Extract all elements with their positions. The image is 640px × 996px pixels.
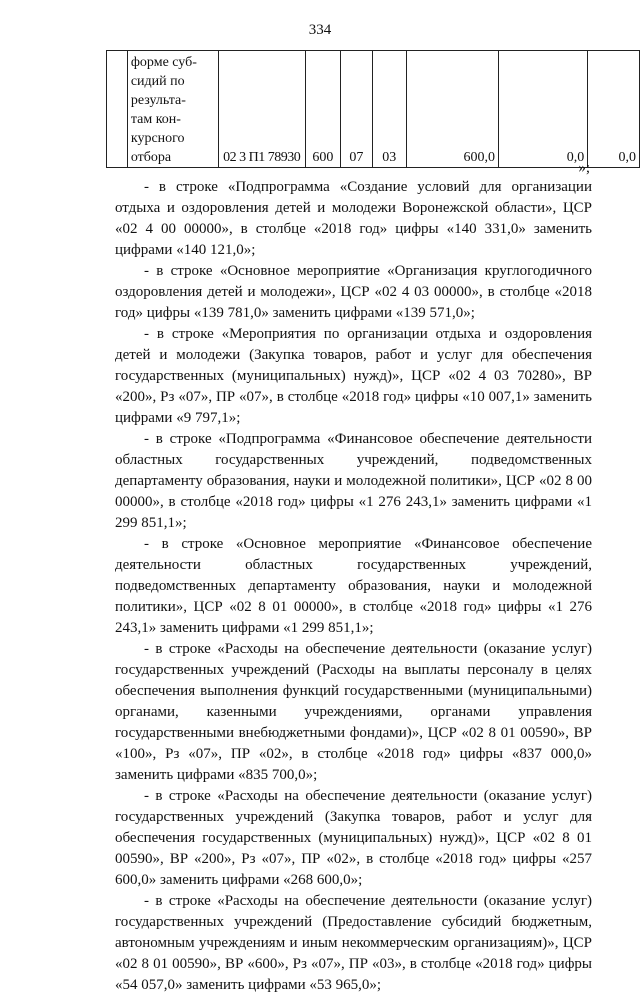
- name-line: сидий по: [130, 74, 185, 89]
- table-close-quote: »;: [578, 160, 590, 176]
- table-row: [107, 51, 640, 168]
- name-line: форме суб-: [130, 55, 197, 70]
- table-cell-rz: 07: [340, 51, 372, 168]
- name-line: отбора: [130, 150, 172, 165]
- table-cell-2018: 600,0: [406, 51, 498, 168]
- table-cell-name: [127, 51, 218, 168]
- name-line: курсного: [130, 131, 185, 146]
- amendment-paragraph: - в строке «Основное мероприятие «Финансовое обеспечение деятельности областных государственных учреждений, подведомственных департаменту образования, науки и молодежной политики», ЦСР «02 8 01 00000», в столбце «2018 год» цифры «1 276 243,1» заменить цифрами «1 299 851,1»;: [115, 536, 592, 636]
- amendment-paragraph: - в строке «Мероприятия по организации отдыха и оздоровления детей и молодежи (Закупка товаров, работ и услуг для обеспечения государственных (муниципальных) нужд)», ЦСР «02 4 03 70280», ВР «200», Рз «07», ПР «07», в столбце «2018 год» цифры «10 007,1» заменить цифрами «9 797,1»;: [115, 326, 592, 426]
- amendment-paragraph: - в строке «Подпрограмма «Создание условий для организации отдыха и оздоровления детей и молодежи Воронежской области», ЦСР «02 4 00 00000», в столбце «2018 год» цифры «140 331,0» заменить цифрами «140 121,0»;: [115, 179, 592, 258]
- amendment-paragraph: - в строке «Подпрограмма «Финансовое обеспечение деятельности областных государственных учреждений, подведомственных департаменту образования, науки и молодежной политики», ЦСР «02 8 00 00000», в столбце «2018 год» цифры «1 276 243,1» заменить цифрами «1 299 851,1»;: [115, 431, 592, 531]
- table-cell-2020: 0,0: [588, 51, 640, 168]
- table-cell-pr: 03: [372, 51, 406, 168]
- budget-table-fragment: [106, 50, 640, 168]
- table-cell-blank: [107, 51, 128, 168]
- page-number: 334: [308, 22, 332, 38]
- table-cell-csr: 02 3 П1 78930: [218, 51, 305, 168]
- table-cell-vr: 600: [305, 51, 340, 168]
- amendment-paragraph: - в строке «Расходы на обеспечение деятельности (оказание услуг) государственных учреждений (Расходы на выплаты персоналу в целях обеспечения выполнения функций государственными (муниципальными) органами, казенными учреждениями, органами управления государственными внебюджетными фондами)», ЦСР «02 8 01 00590», ВР «100», Рз «07», ПР «02», в столбце «2018 год» цифры «837 000,0» заменить цифрами «835 700,0»;: [115, 641, 592, 783]
- table-cell-2019: 0,0: [499, 51, 588, 168]
- amendment-paragraph: - в строке «Расходы на обеспечение деятельности (оказание услуг) государственных учреждений (Закупка товаров, работ и услуг для обеспечения государственных (муниципальных) нужд)», ЦСР «02 8 01 00590», ВР «200», Рз «07», ПР «02», в столбце «2018 год» цифры «257 600,0» заменить цифрами «268 600,0»;: [115, 788, 592, 888]
- document-body: [115, 177, 592, 996]
- amendment-paragraph: - в строке «Расходы на обеспечение деятельности (оказание услуг) государственных учреждений (Предоставление субсидий бюджетным, автономным учреждениям и иным некоммерческим организациям)», ЦСР «02 8 01 00590», ВР «600», Рз «07», ПР «03», в столбце «2018 год» цифры «54 057,0» заменить цифрами «53 965,0»;: [115, 893, 592, 993]
- name-line: там кон-: [130, 112, 181, 127]
- amendment-paragraph: - в строке «Основное мероприятие «Организация круглогодичного оздоровления детей и молодежи», ЦСР «02 4 03 00000», в столбце «2018 год» цифры «139 781,0» заменить цифрами «139 571,0»;: [115, 263, 592, 321]
- name-line: результа-: [130, 93, 186, 108]
